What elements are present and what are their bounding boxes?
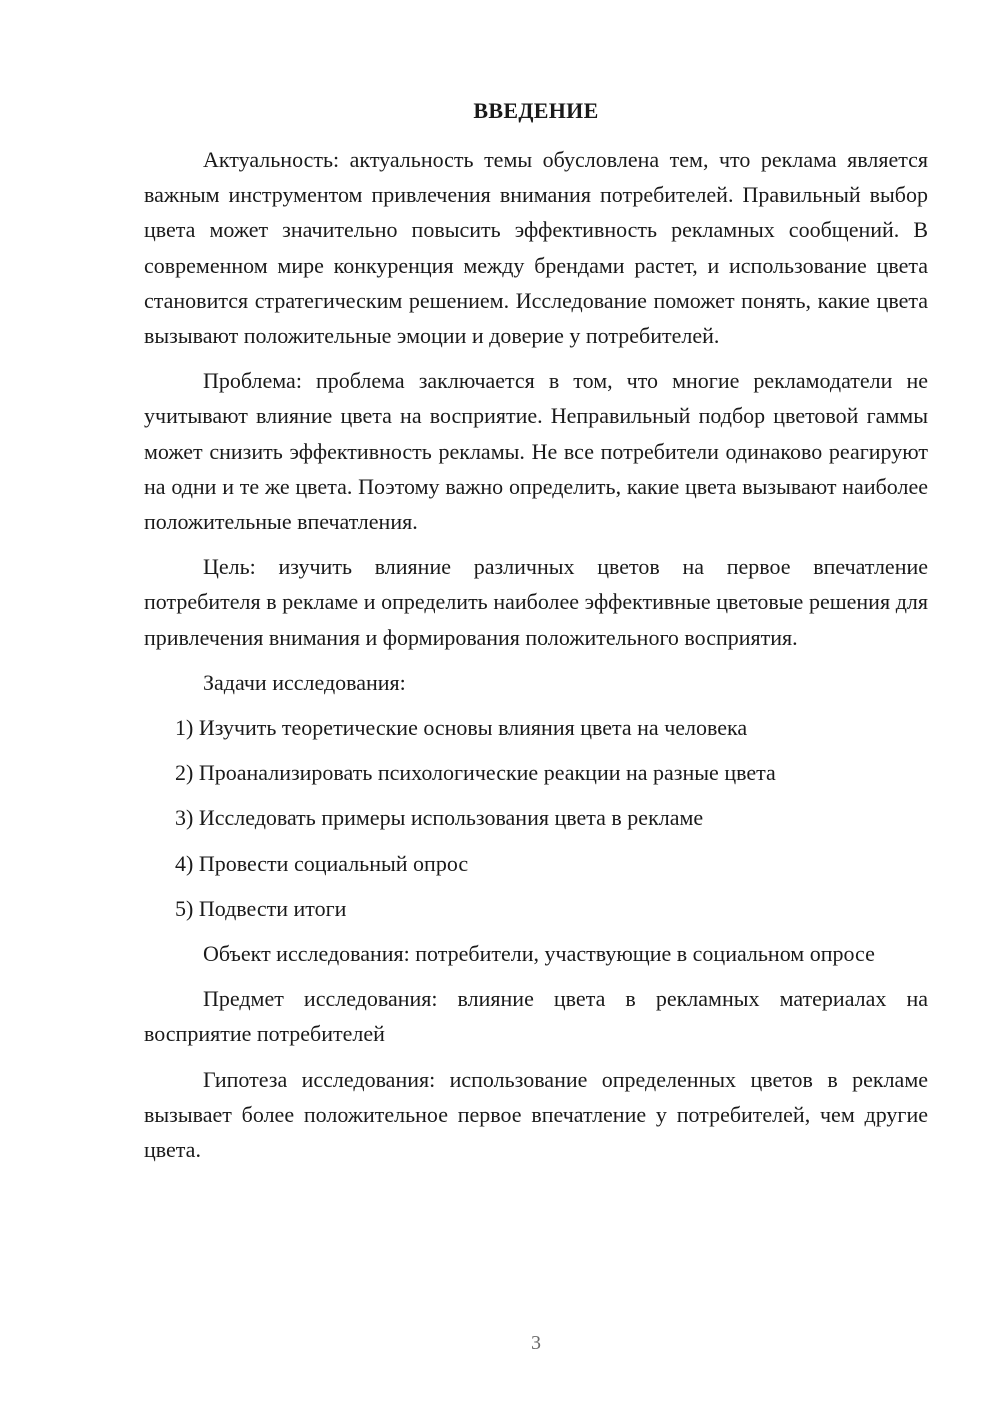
page-number: 3	[531, 1332, 541, 1354]
tasks-list	[144, 710, 928, 926]
list-item: 1) Изучить теоретические основы влияния цвета на человека	[175, 715, 748, 741]
tasks-heading: Задачи исследования:	[203, 669, 406, 695]
paragraph-actuality: Актуальность: актуальность темы обусловлена тем, что реклама является важным инструментом привлечения внимания потребителей. Правильный выбор цвета может значительно повысить эффективность рекламных сообщений. В современном мире конкуренция между брендами растет, и использование цвета становится стратегическим решением. Исследование поможет понять, какие цвета вызывают положительные эмоции и доверие у потребителей.	[144, 147, 928, 349]
page-title: ВВЕДЕНИЕ	[473, 98, 599, 123]
paragraph-subject: Предмет исследования: влияние цвета в рекламных материалах на восприятие потребителей	[144, 986, 928, 1047]
paragraph-goal: Цель: изучить влияние различных цветов на первое впечатление потребителя в рекламе и определить наиболее эффективные цветовые решения для привлечения внимания и формирования положительного восприятия.	[144, 554, 928, 650]
list-item: 2) Проанализировать психологические реакции на разные цвета	[175, 760, 776, 786]
list-item: 4) Провести социальный опрос	[175, 850, 469, 876]
paragraph-object: Объект исследования: потребители, участвующие в социальном опросе	[203, 941, 875, 967]
paragraph-problem: Проблема: проблема заключается в том, что многие рекламодатели не учитывают влияние цвета на восприятие. Неправильный подбор цветовой гаммы может снизить эффективность рекламы. Не все потребители одинаково реагируют на одни и те же цвета. Поэтому важно определить, какие цвета вызывают наиболее положительные впечатления.	[144, 368, 928, 535]
list-item: 3) Исследовать примеры использования цвета в рекламе	[175, 805, 704, 831]
list-item: 5) Подвести итоги	[175, 895, 347, 921]
document-body	[144, 142, 928, 1177]
paragraph-hypothesis: Гипотеза исследования: использование определенных цветов в рекламе вызывает более положительное первое впечатление у потребителей, чем другие цвета.	[144, 1066, 928, 1163]
